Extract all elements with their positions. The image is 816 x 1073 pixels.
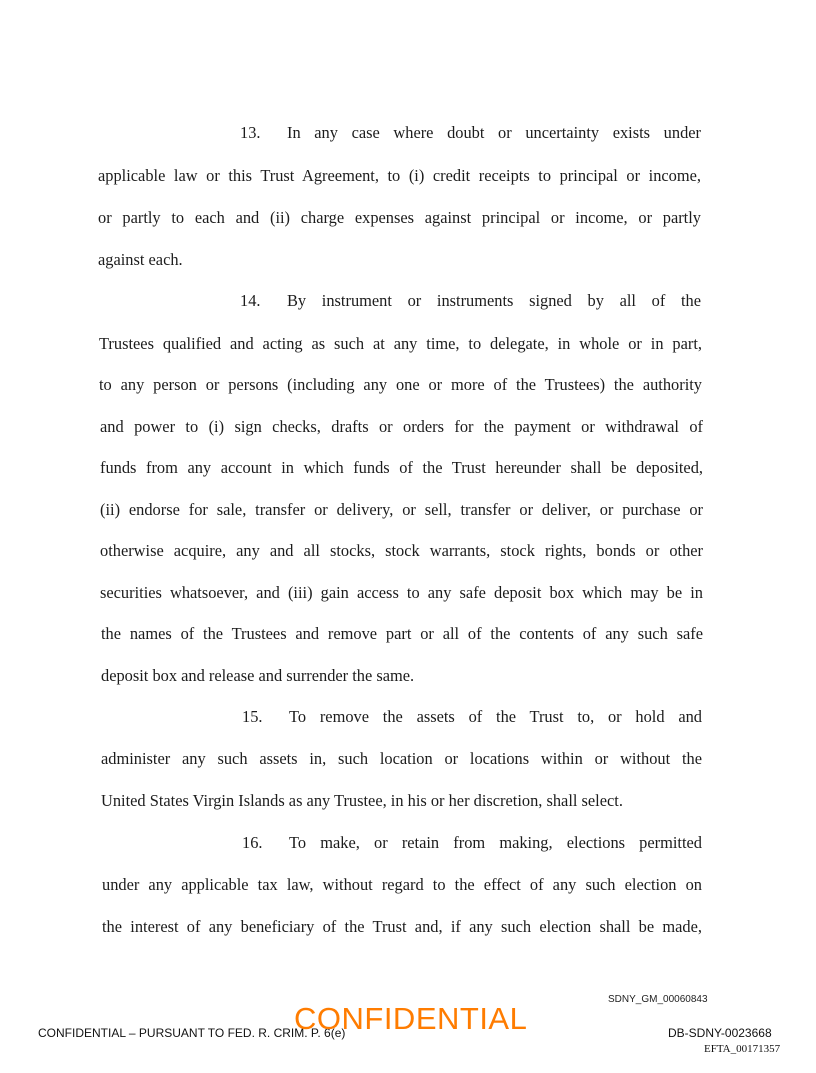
bates-db-sdny: DB-SDNY-0023668 (668, 1026, 772, 1040)
paragraph-14-line-2: Trustees qualified and acting as such at any time, to delegate, in whole or in part, (99, 334, 702, 353)
paragraph-14-line-3: to any person or persons (including any one or more of the Trustees) the authority (99, 375, 702, 394)
paragraph-14-line-9: the names of the Trustees and remove part or all of the contents of any such safe (101, 624, 703, 643)
paragraph-13-line-2: applicable law or this Trust Agreement, to (i) credit receipts to principal or income, (98, 166, 701, 185)
paragraph-14-line-5: funds from any account in which funds of the Trust hereunder shall be deposited, (100, 458, 703, 477)
bates-efta: EFTA_00171357 (704, 1043, 781, 1055)
paragraph-14-line-10: deposit box and release and surrender the same. (101, 666, 415, 685)
confidential-notice: CONFIDENTIAL – PURSUANT TO FED. R. CRIM. P. 6(e) (38, 1026, 346, 1040)
paragraph-16-line-2: under any applicable tax law, without regard to the effect of any such election on (102, 875, 702, 894)
paragraph-14-line-8: securities whatsoever, and (iii) gain access to any safe deposit box which may be in (100, 583, 703, 602)
paragraph-15-line-1: To remove the assets of the Trust to, or hold and (289, 707, 702, 726)
paragraph-14-line-1: By instrument or instruments signed by all of the (287, 291, 701, 310)
paragraph-13-line-1: In any case where doubt or uncertainty exists under (287, 123, 701, 142)
paragraph-14-line-7: otherwise acquire, any and all stocks, stock warrants, stock rights, bonds or other (100, 541, 703, 560)
paragraph-16-number: 16. (242, 833, 263, 852)
paragraph-14-number: 14. (240, 291, 261, 310)
paragraph-13-line-3: or partly to each and (ii) charge expenses against principal or income, or partly (98, 208, 701, 227)
paragraph-14-line-6: (ii) endorse for sale, transfer or delivery, or sell, transfer or deliver, or purchase or (100, 500, 703, 519)
paragraph-15-number: 15. (242, 707, 263, 726)
paragraph-15-line-2: administer any such assets in, such location or locations within or without the (101, 749, 702, 768)
confidential-stamp: CONFIDENTIAL (294, 1001, 528, 1036)
paragraph-13-number: 13. (240, 123, 261, 142)
paragraph-16-line-1: To make, or retain from making, elections permitted (289, 833, 702, 852)
paragraph-13-line-4: against each. (98, 250, 183, 269)
paragraph-16-line-3: the interest of any beneficiary of the Trust and, if any such election shall be made, (102, 917, 702, 936)
bates-sdny-gm: SDNY_GM_00060843 (608, 994, 708, 1005)
paragraph-14-line-4: and power to (i) sign checks, drafts or orders for the payment or withdrawal of (100, 417, 703, 436)
paragraph-15-line-3: United States Virgin Islands as any Trustee, in his or her discretion, shall select. (101, 791, 623, 810)
